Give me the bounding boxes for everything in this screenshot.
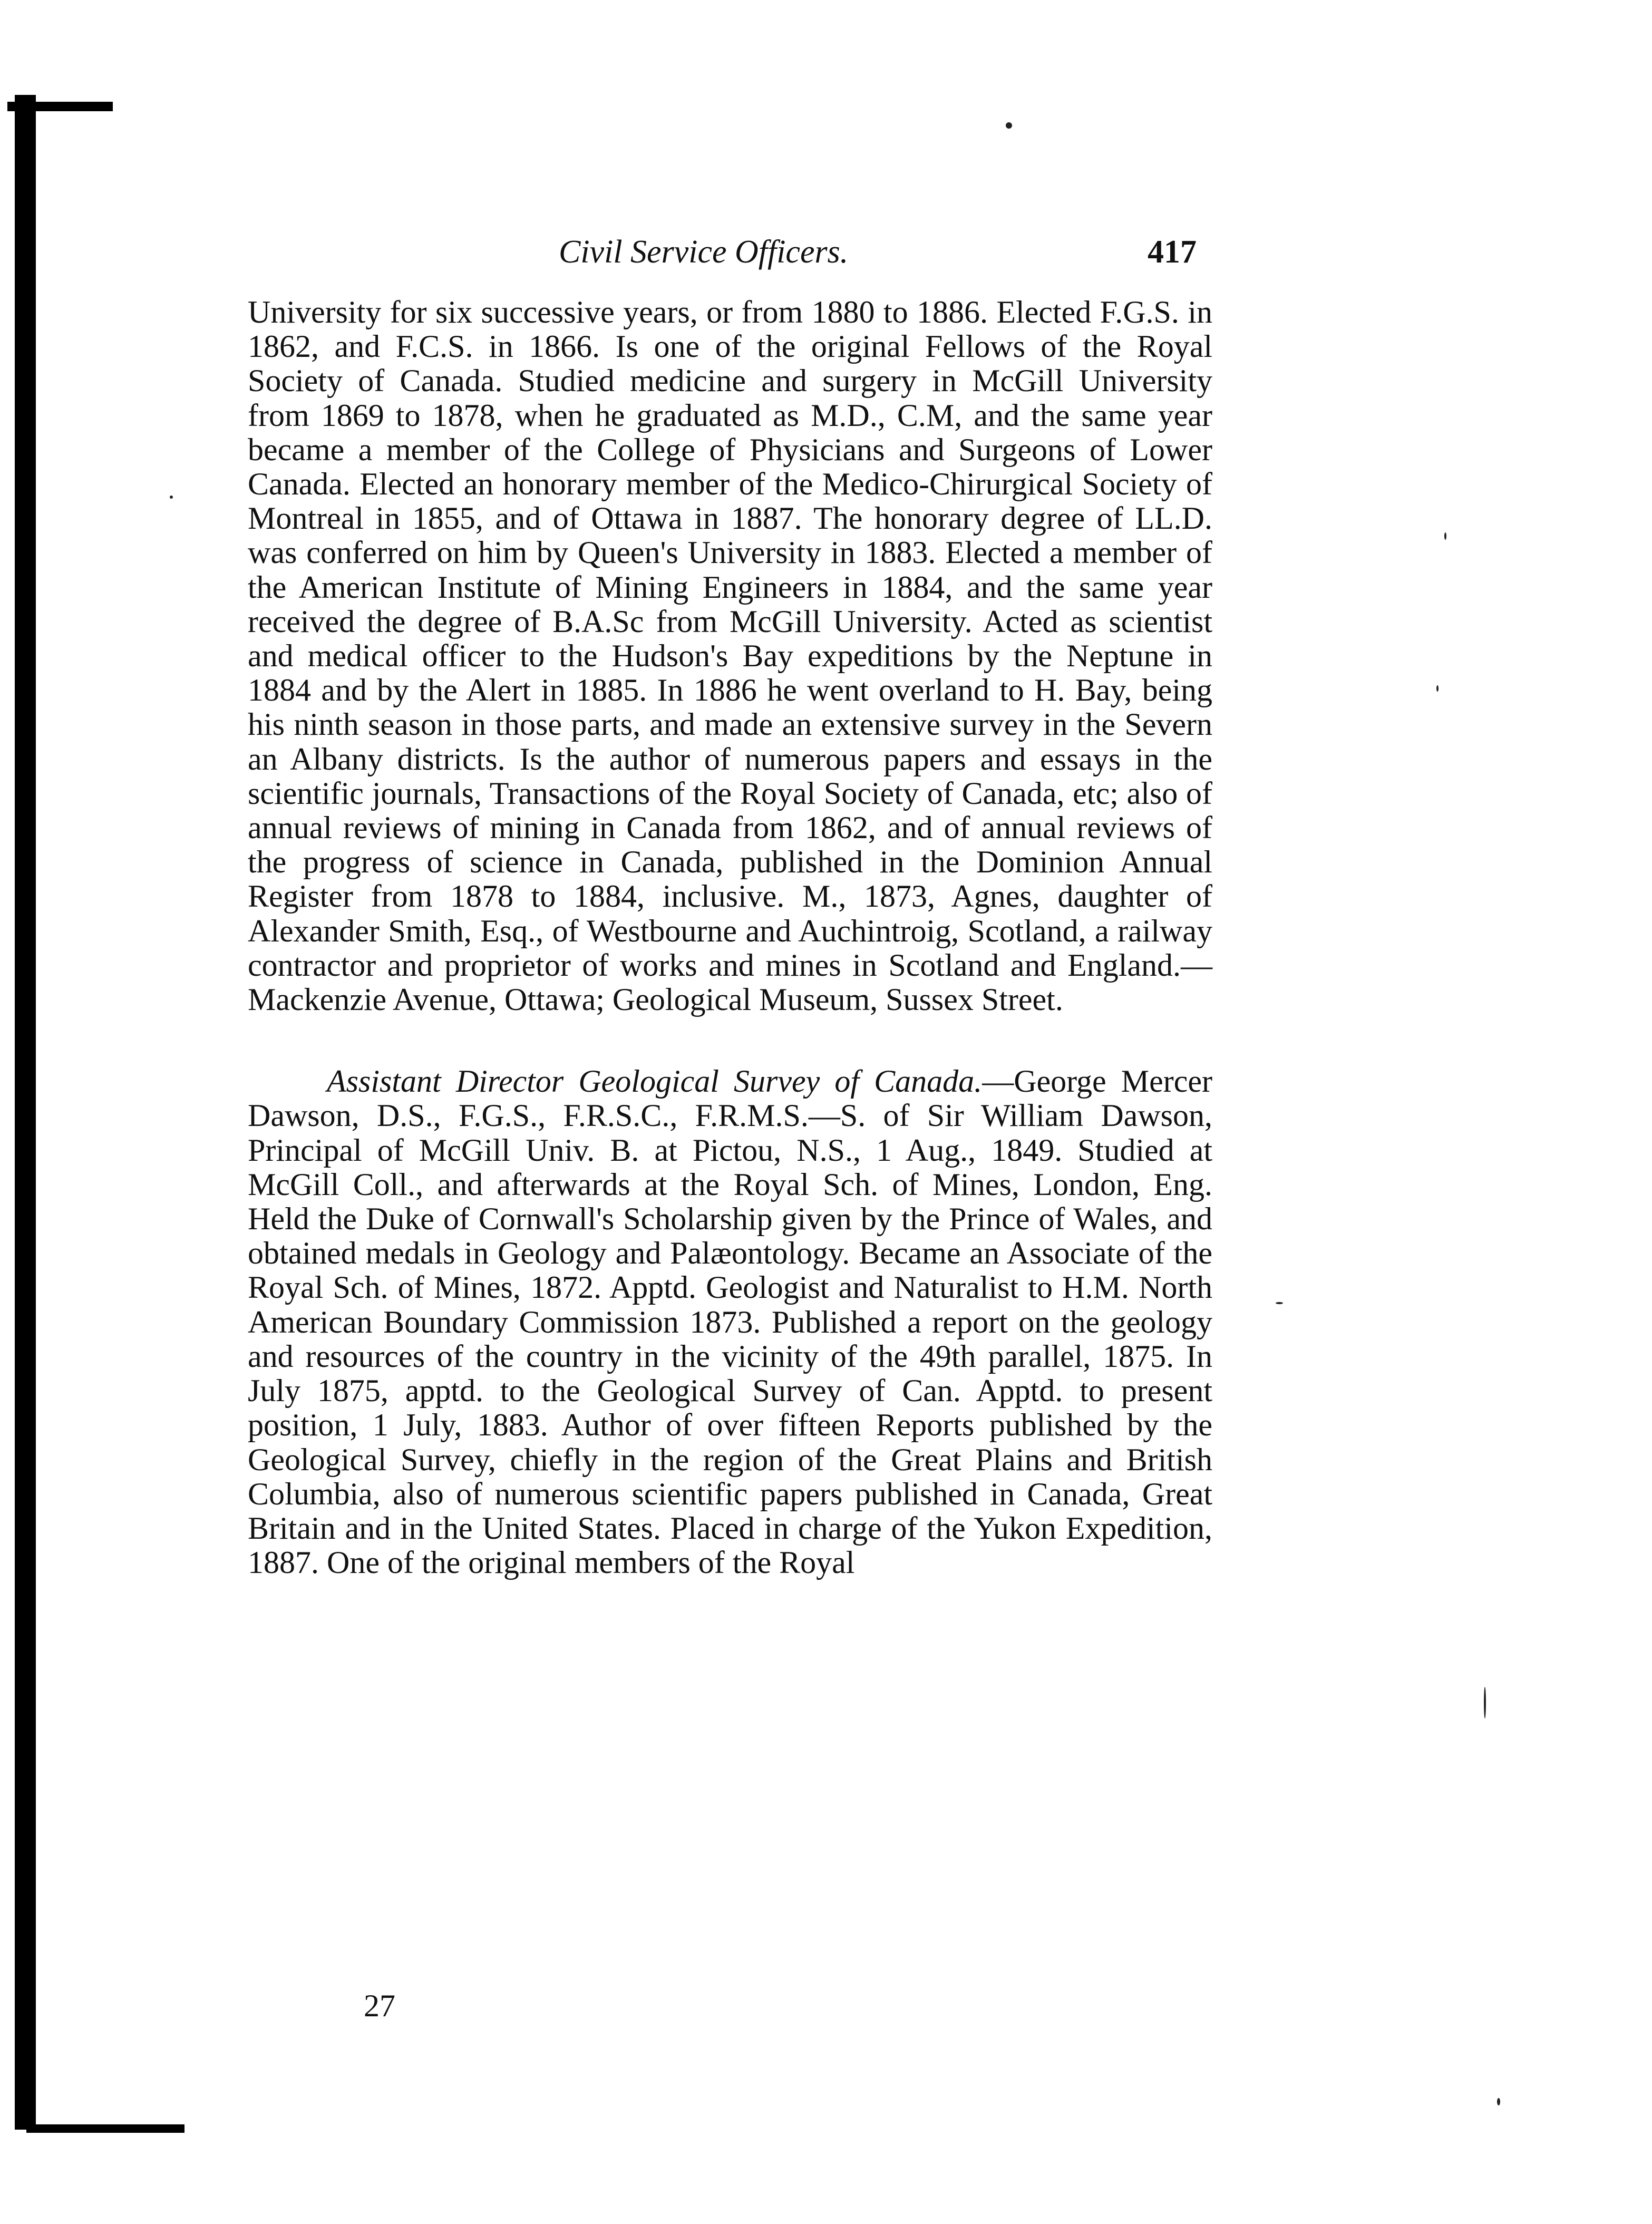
page-header (248, 231, 1212, 273)
signature-mark: 27 (364, 1988, 395, 2023)
ink-speck (1436, 685, 1439, 692)
biography-paragraph: —S. of Sir William Dawson, Principal of McGill Univ. B. at Pictou, N.S., 1 Aug., 1849. Studied at McGill Coll., and afterwards at the Royal Sch. of Mines, London, Eng. Held the Duke of Cornwall's Scholarship given by the Prince of Wales, and obtained medals in Geology and Palæontology. Became an Associate of the Royal Sch. of Mines, 1872. Apptd. Geologist and Naturalist to H.M. North American Boundary Commission 1873. Published a report on the geology and resources of the country in the vicinity of the 49th parallel, 1875. In July 1875, apptd. to the Geological Survey of Can. Apptd. to present position, 1 July, 1883. Author of over fifteen Reports published by the Geological Survey, chiefly in the region of the Great Plains and British Columbia, also of numerous scientific papers published in Canada, Great Britain and in the United States. Placed in charge of the Yukon Expedition, 1887. One of the original members of the Royal (248, 1098, 1212, 1580)
binding-edge-bottom (26, 2124, 184, 2133)
biography-entry (248, 1064, 1212, 1580)
ink-speck (1444, 532, 1446, 540)
running-title: Civil Service Officers. (559, 234, 849, 270)
page-number: 417 (1148, 234, 1197, 270)
entry-name: —George Mercer Dawson, D.S., F.G.S., F.R.S.C., F.R.M.S. (248, 1064, 1212, 1133)
ink-speck (1497, 2098, 1500, 2105)
ink-speck (170, 496, 173, 499)
binding-edge (15, 95, 36, 2130)
ink-speck (1276, 1302, 1283, 1304)
entry-heading: Assistant Director Geological Survey of Canada. (327, 1064, 983, 1099)
page-body (248, 295, 1212, 1580)
biography-paragraph: University for six successive years, or from 1880 to 1886. Elected F.G.S. in 1862, and F.C.S. in 1866. Is one of the original Fellows of the Royal Society of Canada. Studied medicine and surgery in McGill University from 1869 to 1878, when he graduated as M.D., C.M, and the same year became a member of the College of Physicians and Surgeons of Lower Canada. Elected an honorary member of the Medico-Chirurgical Society of Montreal in 1855, and of Ottawa in 1887. The honorary degree of LL.D. was conferred on him by Queen's University in 1883. Elected a member of the American Institute of Mining Engineers in 1884, and the same year received the degree of B.A.Sc from McGill University. Acted as scientist and medical officer to the Hudson's Bay expeditions by the Neptune in 1884 and by the Alert in 1885. In 1886 he went overland to H. Bay, being his ninth season in those parts, and made an extensive survey in the Severn an Albany districts. Is the author of numerous papers and essays in the scientific journals, Transactions of the Royal Society of Canada, etc; also of annual reviews of mining in Canada from 1862, and of annual reviews of the progress of science in Canada, published in the Dominion Annual Register from 1878 to 1884, inclusive. M., 1873, Agnes, daughter of Alexander Smith, Esq., of Westbourne and Auchintroig, Scotland, a railway contractor and proprietor of works and mines in Scotland and England.—Mackenzie Avenue, Ottawa; Geological Museum, Sussex Street. (248, 295, 1212, 1017)
ink-speck (1484, 1687, 1486, 1718)
binding-edge-top (7, 102, 113, 111)
ink-speck (1006, 122, 1012, 129)
